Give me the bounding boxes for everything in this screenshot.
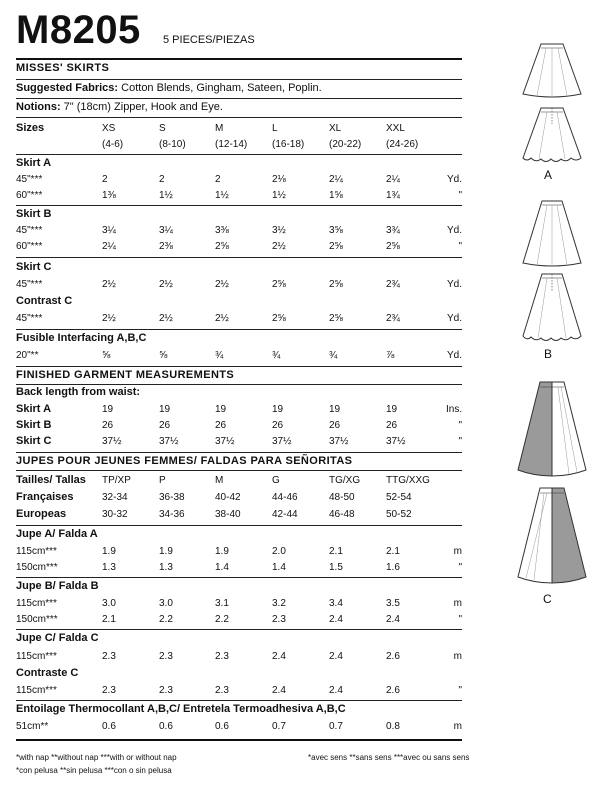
- cell: 1.4: [215, 562, 229, 573]
- table-row: [16, 650, 462, 663]
- notions: [16, 101, 223, 113]
- cell: 2.2: [215, 614, 229, 625]
- cell: 2.6: [386, 651, 400, 662]
- cell: 2: [215, 174, 221, 185]
- jupe-a-heading: Jupe A/ Falda A: [16, 528, 98, 540]
- table-row: [16, 720, 462, 733]
- cell: 2.3: [159, 651, 173, 662]
- cell: 52-54: [386, 492, 412, 503]
- cell: 2.0: [272, 546, 286, 557]
- unit: m: [453, 721, 462, 732]
- section-title-jupes: JUPES POUR JEUNES FEMMES/ FALDAS PARA SEÑORITAS: [16, 455, 353, 467]
- view-b-back-illustration: [519, 270, 585, 346]
- cell: 2.3: [215, 651, 229, 662]
- interfacing-heading: Fusible Interfacing A,B,C: [16, 332, 147, 344]
- unit: ": [458, 562, 462, 573]
- cell: 2.4: [272, 685, 286, 696]
- cell: TP/XP: [102, 475, 131, 486]
- cell: 2.2: [159, 614, 173, 625]
- tailles-row: [16, 474, 462, 487]
- notions-label: Notions:: [16, 101, 61, 113]
- row-label: 45"***: [16, 279, 43, 290]
- cell: 3.0: [102, 598, 116, 609]
- back-length-label: Back length from waist:: [16, 386, 141, 398]
- size-cell: XS: [102, 123, 116, 134]
- cell: 2⅝: [329, 313, 343, 324]
- cell: 19: [102, 404, 114, 415]
- unit: ": [458, 190, 462, 201]
- cell: 2.4: [329, 651, 343, 662]
- cell: 2½: [102, 313, 116, 324]
- view-b-front-illustration: [519, 197, 585, 271]
- view-a-front-illustration: [519, 40, 585, 100]
- divider: [16, 205, 462, 206]
- table-row: [16, 189, 462, 202]
- skirt-b-heading: Skirt B: [16, 208, 52, 220]
- divider: [16, 257, 462, 258]
- row-label: 115cm***: [16, 685, 57, 696]
- section-title-misses-skirts: MISSES' SKIRTS: [16, 62, 110, 74]
- unit: Yd.: [446, 225, 462, 236]
- cell: ¾: [215, 350, 224, 361]
- cell: 2½: [159, 313, 173, 324]
- cell: 2⅝: [329, 241, 343, 252]
- cell: 1.3: [102, 562, 116, 573]
- cell: 3¼: [102, 225, 116, 236]
- cell: TG/XG: [329, 475, 361, 486]
- cell: 48-50: [329, 492, 355, 503]
- cell: G: [272, 475, 280, 486]
- entoilage-heading: Entoilage Thermocollant A,B,C/ Entretela Termoadhesiva A,B,C: [16, 703, 346, 715]
- unit: Yd.: [446, 350, 462, 361]
- view-a-back-illustration: [519, 104, 585, 166]
- cell: ⅝: [159, 350, 168, 361]
- footnote-french: *avec sens **sans sens ***avec ou sans sens: [308, 753, 470, 762]
- contraste-c-heading: Contraste C: [16, 667, 79, 679]
- cell: 2.3: [215, 685, 229, 696]
- cell: 2: [159, 174, 165, 185]
- cell: 1.9: [159, 546, 173, 557]
- cell: 2.3: [102, 651, 116, 662]
- table-row: [16, 597, 462, 610]
- view-label-c: C: [543, 592, 552, 606]
- cell: 1.3: [159, 562, 173, 573]
- row-label: 115cm***: [16, 651, 57, 662]
- cell: 2½: [215, 279, 229, 290]
- cell: 37½: [102, 436, 122, 447]
- pieces-count: 5 PIECES/PIEZAS: [163, 34, 255, 46]
- cell: 2⅝: [329, 279, 343, 290]
- cell: 26: [329, 420, 341, 431]
- view-label-a: A: [544, 168, 553, 182]
- size-cell: M: [215, 123, 224, 134]
- footnote-english: *with nap **without nap ***with or without nap: [16, 753, 177, 762]
- divider: [16, 329, 462, 330]
- cell: 2.4: [329, 614, 343, 625]
- cell: 26: [386, 420, 398, 431]
- cell: 3⅝: [329, 225, 343, 236]
- cell: 2.4: [329, 685, 343, 696]
- divider: [16, 366, 462, 367]
- suggested-fabrics: [16, 82, 322, 94]
- cell: 3¾: [386, 225, 400, 236]
- unit: Yd.: [446, 174, 462, 185]
- cell: 2.3: [159, 685, 173, 696]
- cell: 1½: [272, 190, 286, 201]
- row-label: 115cm***: [16, 598, 57, 609]
- divider: [16, 577, 462, 578]
- cell: 2½: [215, 313, 229, 324]
- cell: 1.9: [102, 546, 116, 557]
- cell: 3⅜: [215, 225, 229, 236]
- row-label: 150cm***: [16, 562, 58, 573]
- row-label: 45"***: [16, 313, 43, 324]
- sizes-row: [16, 122, 462, 135]
- table-row: [16, 349, 462, 362]
- cell: 2.1: [329, 546, 343, 557]
- cell: 19: [159, 404, 171, 415]
- divider: [16, 58, 462, 60]
- cell: 26: [215, 420, 227, 431]
- unit: Yd.: [446, 313, 462, 324]
- table-row: [16, 684, 462, 697]
- cell: 2¾: [386, 313, 400, 324]
- size-cell: XL: [329, 123, 342, 134]
- cell: 2.1: [102, 614, 116, 625]
- cell: 32-34: [102, 492, 128, 503]
- cell: 1.4: [272, 562, 286, 573]
- divider: [16, 452, 462, 453]
- cell: M: [215, 475, 224, 486]
- cell: 0.6: [215, 721, 229, 732]
- cell: 1¾: [386, 190, 400, 201]
- cell: P: [159, 475, 166, 486]
- unit: m: [453, 651, 462, 662]
- size-cell: S: [159, 123, 166, 134]
- cell: 2¼: [102, 241, 116, 252]
- cell: 44-46: [272, 492, 298, 503]
- cell: 2¾: [386, 279, 400, 290]
- size-cell: XXL: [386, 123, 405, 134]
- row-label: 115cm***: [16, 546, 57, 557]
- sizes-label: Sizes: [16, 122, 45, 134]
- size-range-cell: (20-22): [329, 139, 362, 150]
- cell: 2¼: [386, 174, 400, 185]
- cell: ¾: [329, 350, 338, 361]
- cell: 34-36: [159, 509, 185, 520]
- cell: 1½: [215, 190, 229, 201]
- francaises-row: [16, 491, 462, 504]
- table-row: [16, 613, 462, 626]
- divider: [16, 739, 462, 741]
- fabrics-text: Cotton Blends, Gingham, Sateen, Poplin.: [121, 82, 322, 94]
- table-row: [16, 312, 462, 325]
- cell: 1⅜: [102, 190, 116, 201]
- contrast-c-heading: Contrast C: [16, 295, 73, 307]
- row-label: 150cm***: [16, 614, 58, 625]
- cell: 2½: [272, 241, 286, 252]
- table-row: [16, 173, 462, 186]
- row-label: 20"**: [16, 350, 39, 361]
- cell: 1⅝: [329, 190, 343, 201]
- table-row: [16, 419, 462, 432]
- size-range-cell: (24-26): [386, 139, 419, 150]
- row-label: 45"***: [16, 174, 43, 185]
- divider: [16, 525, 462, 526]
- view-c-back-illustration: [514, 484, 590, 588]
- cell: 26: [102, 420, 114, 431]
- cell: 37½: [329, 436, 349, 447]
- cell: 1½: [159, 190, 173, 201]
- size-cell: L: [272, 123, 278, 134]
- cell: 37½: [272, 436, 292, 447]
- table-row: [16, 435, 462, 448]
- table-row: [16, 224, 462, 237]
- divider: [16, 98, 462, 99]
- cell: 0.7: [329, 721, 343, 732]
- cell: 2½: [102, 279, 116, 290]
- divider: [16, 79, 462, 80]
- row-label: 51cm**: [16, 721, 49, 732]
- row-label: 45"***: [16, 225, 43, 236]
- cell: 42-44: [272, 509, 298, 520]
- row-label: Skirt A: [16, 403, 52, 415]
- size-range-cell: (12-14): [215, 139, 248, 150]
- table-row: [16, 278, 462, 291]
- europeas-row: [16, 508, 462, 521]
- row-label: 60"***: [16, 241, 43, 252]
- cell: 50-52: [386, 509, 412, 520]
- row-label: Europeas: [16, 508, 67, 520]
- cell: 2⅜: [159, 241, 173, 252]
- row-label: Skirt B: [16, 419, 52, 431]
- cell: 3½: [272, 225, 286, 236]
- divider: [16, 629, 462, 630]
- row-label: Tailles/ Tallas: [16, 474, 86, 486]
- cell: 19: [272, 404, 284, 415]
- cell: 2⅝: [386, 241, 400, 252]
- cell: 26: [272, 420, 284, 431]
- cell: 0.6: [102, 721, 116, 732]
- cell: 2.4: [386, 614, 400, 625]
- cell: ¾: [272, 350, 281, 361]
- cell: 0.6: [159, 721, 173, 732]
- cell: 37½: [386, 436, 406, 447]
- cell: 2⅛: [272, 174, 286, 185]
- cell: 36-38: [159, 492, 185, 503]
- cell: 2⅝: [272, 313, 286, 324]
- fabrics-label: Suggested Fabrics:: [16, 82, 119, 94]
- view-label-b: B: [544, 347, 553, 361]
- skirt-a-heading: Skirt A: [16, 157, 52, 169]
- size-range-cell: (4-6): [102, 139, 124, 150]
- unit: Ins.: [446, 404, 463, 415]
- divider: [16, 700, 462, 701]
- unit: ": [458, 436, 462, 447]
- cell: ⅞: [386, 350, 395, 361]
- cell: 40-42: [215, 492, 241, 503]
- cell: 2.6: [386, 685, 400, 696]
- cell: 3.0: [159, 598, 173, 609]
- cell: 3.4: [329, 598, 343, 609]
- size-range-cell: (16-18): [272, 139, 305, 150]
- cell: 37½: [215, 436, 235, 447]
- unit: m: [453, 546, 462, 557]
- finished-garment-title: FINISHED GARMENT MEASUREMENTS: [16, 369, 235, 381]
- cell: 2½: [159, 279, 173, 290]
- cell: 1.5: [329, 562, 343, 573]
- unit: ": [458, 241, 462, 252]
- cell: 3¼: [159, 225, 173, 236]
- jupe-b-heading: Jupe B/ Falda B: [16, 580, 99, 592]
- table-row: [16, 403, 462, 416]
- jupe-c-heading: Jupe C/ Falda C: [16, 632, 99, 644]
- cell: 2¼: [329, 174, 343, 185]
- cell: 26: [159, 420, 171, 431]
- cell: 19: [386, 404, 398, 415]
- cell: 0.8: [386, 721, 400, 732]
- cell: 19: [215, 404, 227, 415]
- cell: 2⅝: [272, 279, 286, 290]
- size-ranges-row: [16, 138, 462, 151]
- row-label: Françaises: [16, 491, 74, 503]
- divider: [16, 117, 462, 118]
- cell: 2.1: [386, 546, 400, 557]
- unit: Yd.: [446, 279, 462, 290]
- divider: [16, 384, 462, 385]
- cell: 2: [102, 174, 108, 185]
- table-row: [16, 240, 462, 253]
- cell: 46-48: [329, 509, 355, 520]
- cell: 2.3: [272, 614, 286, 625]
- unit: m: [453, 598, 462, 609]
- footnote-spanish: *con pelusa **sin pelusa ***con o sin pelusa: [16, 766, 172, 775]
- cell: 19: [329, 404, 341, 415]
- row-label: 60"***: [16, 190, 43, 201]
- skirt-c-heading: Skirt C: [16, 261, 52, 273]
- cell: 37½: [159, 436, 179, 447]
- row-label: Skirt C: [16, 435, 52, 447]
- cell: 3.2: [272, 598, 286, 609]
- cell: 1.6: [386, 562, 400, 573]
- cell: 2.4: [272, 651, 286, 662]
- cell: 30-32: [102, 509, 128, 520]
- table-row: [16, 545, 462, 558]
- cell: 3.1: [215, 598, 229, 609]
- size-range-cell: (8-10): [159, 139, 186, 150]
- notions-text: 7" (18cm) Zipper, Hook and Eye.: [63, 101, 223, 113]
- cell: TTG/XXG: [386, 475, 430, 486]
- cell: 1.9: [215, 546, 229, 557]
- cell: 2.3: [102, 685, 116, 696]
- unit: ": [458, 420, 462, 431]
- pattern-number: M8205: [16, 8, 141, 52]
- unit: ": [458, 685, 462, 696]
- cell: ⅝: [102, 350, 111, 361]
- cell: 0.7: [272, 721, 286, 732]
- cell: 2⅝: [215, 241, 229, 252]
- cell: 3.5: [386, 598, 400, 609]
- table-row: [16, 561, 462, 574]
- cell: 38-40: [215, 509, 241, 520]
- unit: ": [458, 614, 462, 625]
- divider: [16, 470, 462, 471]
- divider: [16, 154, 462, 155]
- view-c-front-illustration: [514, 378, 590, 480]
